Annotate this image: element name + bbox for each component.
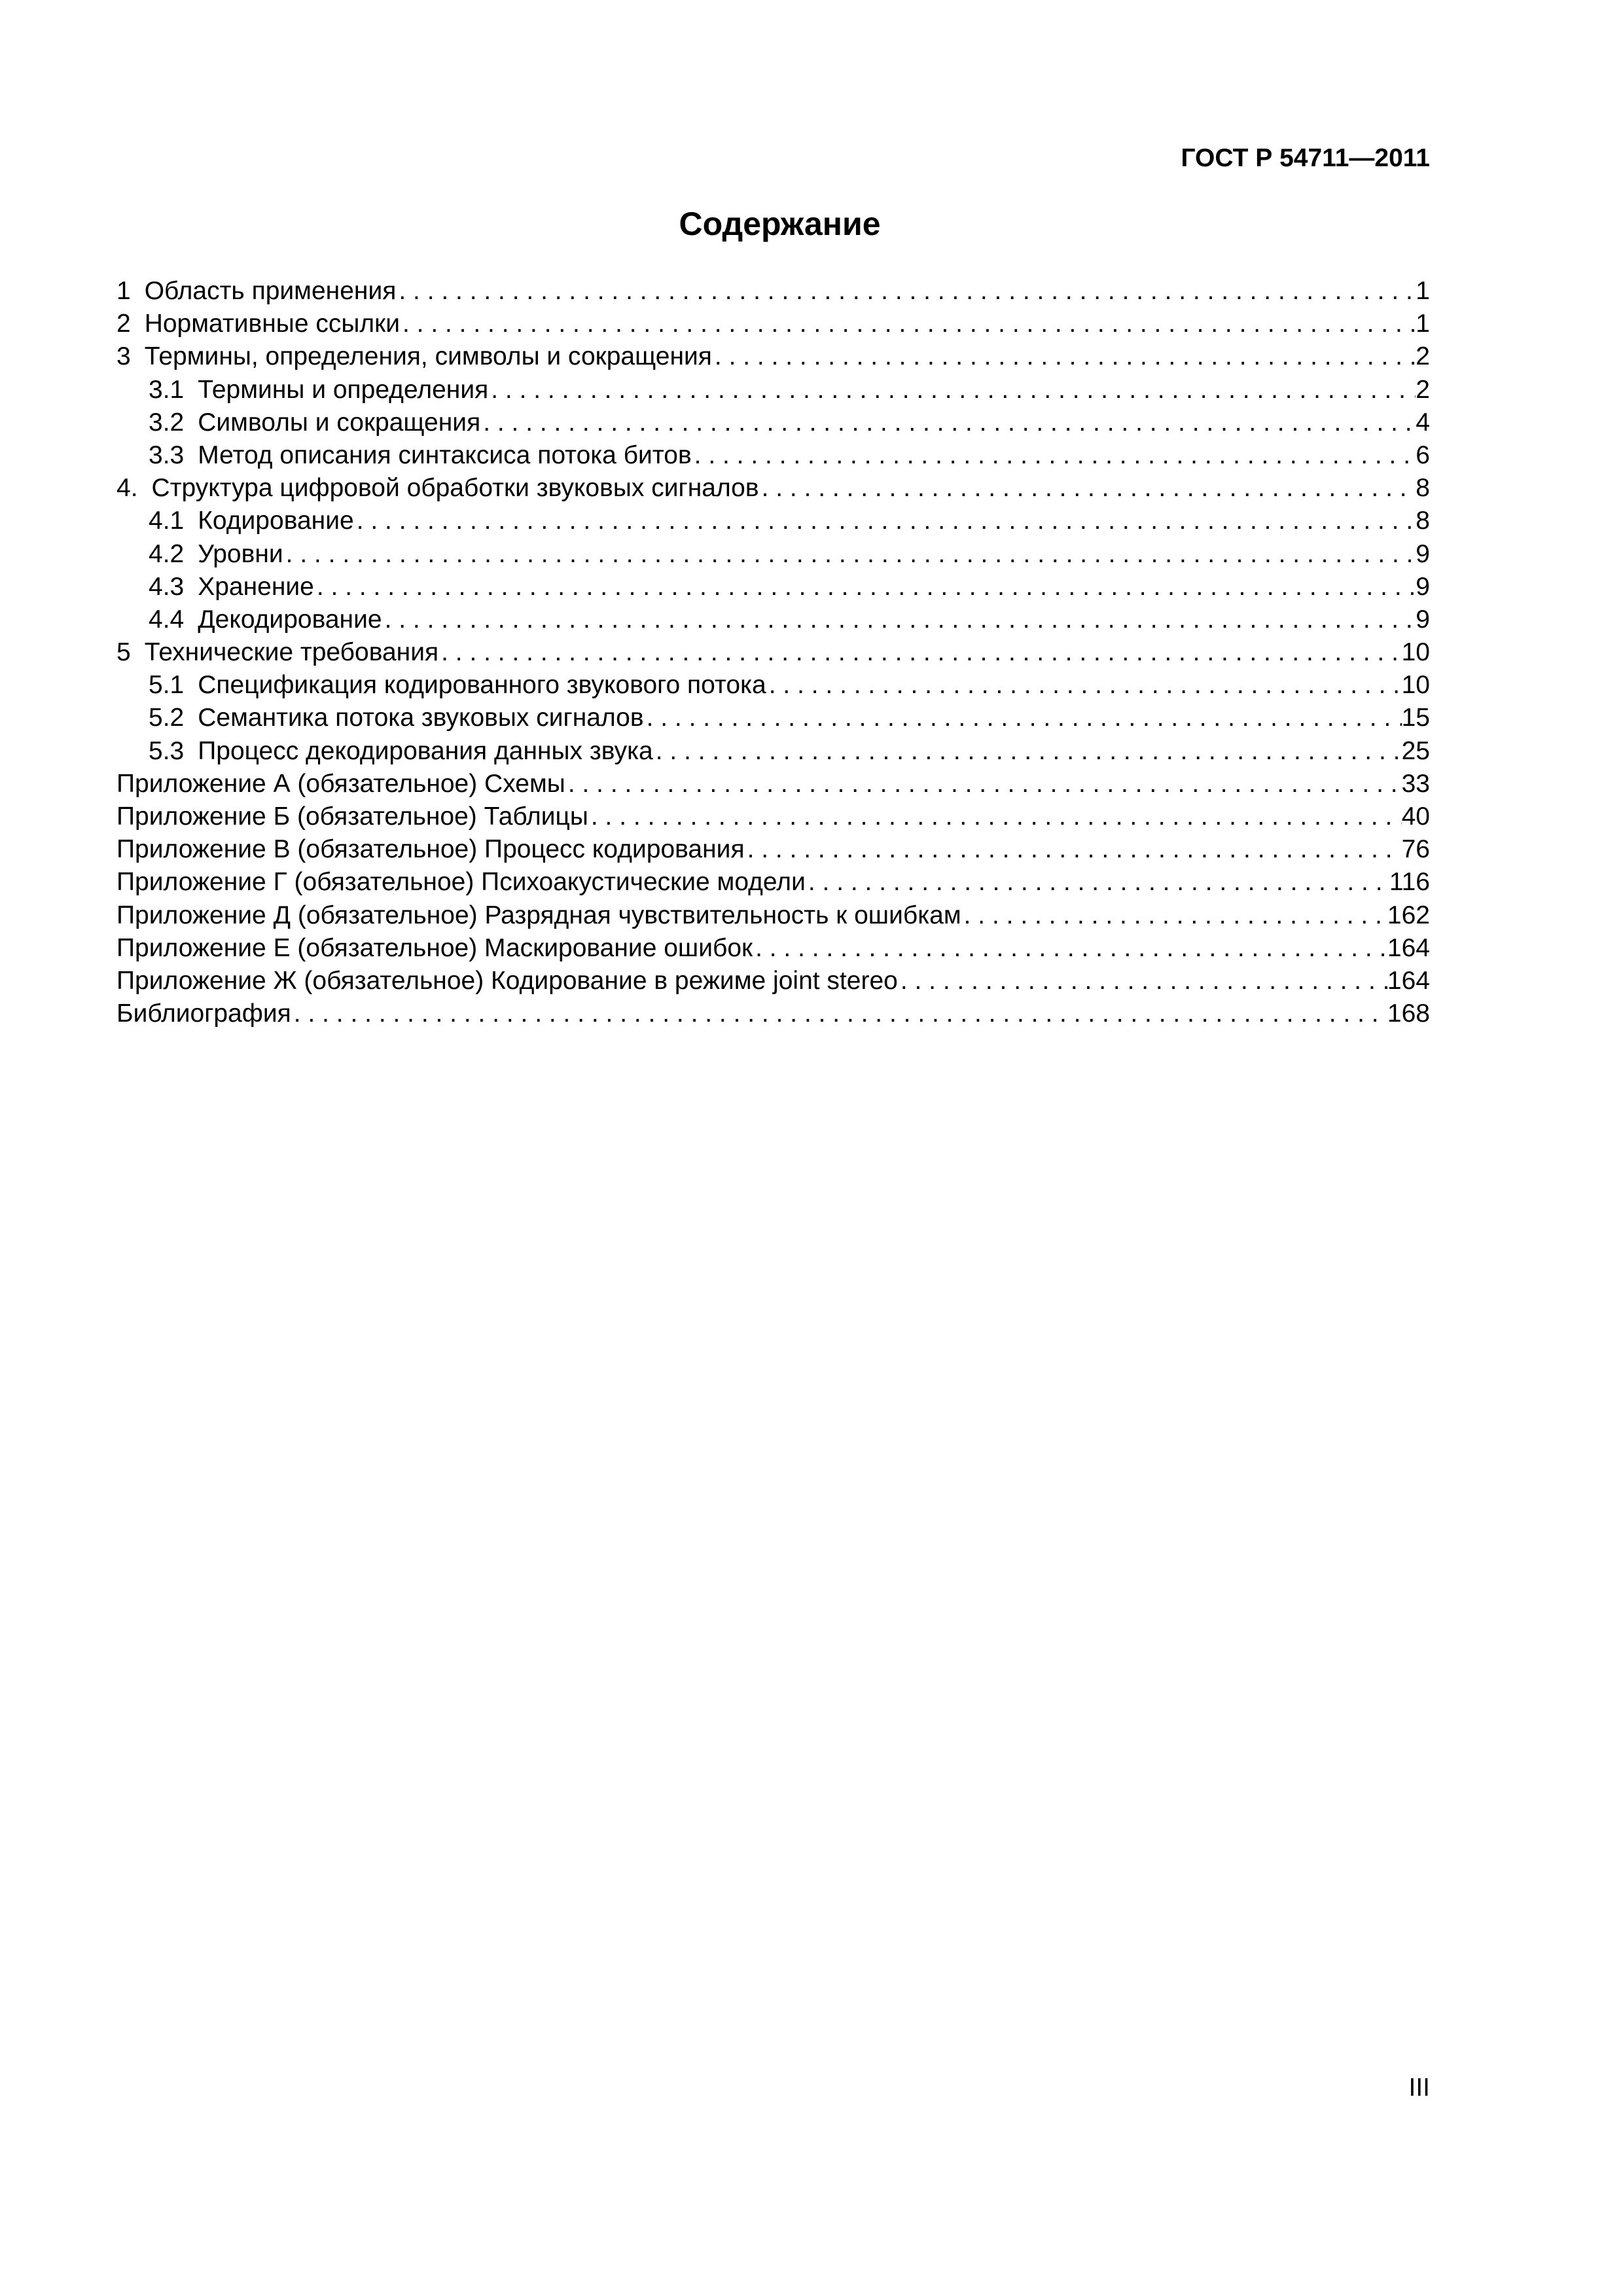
toc-entry[interactable] [116, 669, 1430, 702]
toc-entry[interactable] [116, 472, 1430, 505]
toc-entry-number: 4. [116, 474, 138, 503]
toc-entry-title: Нормативные ссылки [144, 310, 400, 338]
toc-entry-title: Приложение Е (обязательное) Маскирование ошибок [116, 933, 753, 962]
toc-dot-leader [354, 505, 1416, 537]
toc-dot-leader [565, 768, 1402, 800]
toc-entry-number: 2 [116, 310, 131, 338]
toc-dot-leader [488, 374, 1416, 406]
toc-dot-leader [806, 866, 1389, 899]
toc-entry[interactable] [116, 406, 1430, 439]
toc-dot-leader [400, 308, 1416, 340]
toc-dot-leader [588, 800, 1402, 833]
toc-entry-page: 2 [1416, 375, 1430, 404]
toc-entry-page: 40 [1401, 802, 1430, 831]
toc-entry-title: Приложение Б (обязательное) Таблицы [116, 802, 588, 831]
table-of-contents [116, 275, 1430, 1030]
toc-entry-number: 5.3 [149, 736, 185, 765]
toc-dot-leader [382, 603, 1416, 636]
toc-entry-page: 9 [1416, 605, 1430, 634]
toc-dot-leader [396, 275, 1416, 308]
toc-entry-number: 1 [116, 277, 131, 305]
toc-entry-page: 1 [1416, 277, 1430, 305]
toc-entry-title: Уровни [198, 539, 283, 568]
toc-entry-page: 8 [1416, 474, 1430, 503]
toc-entry-title: Термины и определения [198, 375, 489, 404]
toc-entry[interactable] [116, 997, 1430, 1030]
toc-dot-leader [766, 669, 1402, 702]
toc-entry-title: Процесс декодирования данных звука [198, 736, 653, 765]
toc-entry-page: 116 [1389, 868, 1430, 897]
toc-entry-title: Технические требования [144, 638, 439, 667]
toc-entry[interactable] [116, 275, 1430, 308]
toc-entry[interactable] [116, 965, 1430, 997]
toc-entry-number: 5.1 [149, 671, 185, 700]
toc-entry[interactable] [116, 735, 1430, 768]
page-number: III [1408, 2073, 1430, 2102]
toc-entry-page: 164 [1387, 933, 1430, 962]
toc-dot-leader [745, 833, 1402, 866]
toc-dot-leader [712, 340, 1416, 373]
toc-entry-title: Структура цифровой обработки звуковых сигналов [151, 474, 759, 503]
toc-entry-title: Метод описания синтаксиса потока битов [198, 440, 692, 469]
toc-entry[interactable] [116, 374, 1430, 406]
toc-dot-leader [898, 965, 1387, 997]
toc-entry-page: 162 [1387, 901, 1430, 929]
toc-entry-title: Приложение А (обязательное) Схемы [116, 769, 565, 798]
toc-entry-page: 25 [1401, 736, 1430, 765]
toc-entry[interactable] [116, 932, 1430, 965]
toc-entry-title: Кодирование [198, 507, 354, 535]
toc-entry-title: Приложение Д (обязательное) Разрядная чувствительность к ошибкам [116, 901, 961, 929]
toc-entry-number: 3.2 [149, 408, 185, 437]
toc-entry[interactable] [116, 702, 1430, 734]
toc-entry-page: 33 [1401, 769, 1430, 798]
toc-entry-title: Приложение Г (обязательное) Психоакустические модели [116, 868, 806, 897]
toc-entry-title: Библиография [116, 999, 291, 1028]
toc-entry-title: Символы и сокращения [198, 408, 481, 437]
toc-entry-page: 15 [1401, 704, 1430, 732]
toc-dot-leader [314, 571, 1416, 603]
toc-entry-page: 10 [1401, 671, 1430, 700]
toc-entry-number: 4.4 [149, 605, 185, 634]
toc-entry-page: 164 [1387, 966, 1430, 995]
standard-id: ГОСТ Р 54711—2011 [1181, 144, 1430, 172]
toc-entry-page: 9 [1416, 572, 1430, 601]
toc-entry-title: Приложение В (обязательное) Процесс кодирования [116, 835, 745, 864]
toc-entry-page: 8 [1416, 507, 1430, 535]
toc-entry[interactable] [116, 571, 1430, 603]
toc-entry-number: 4.2 [149, 539, 185, 568]
toc-entry-page: 76 [1401, 835, 1430, 864]
toc-entry[interactable] [116, 768, 1430, 800]
toc-entry-page: 2 [1416, 342, 1430, 371]
toc-dot-leader [291, 997, 1387, 1030]
toc-entry-page: 9 [1416, 539, 1430, 568]
toc-dot-leader [283, 538, 1416, 571]
toc-entry[interactable] [116, 538, 1430, 571]
toc-dot-leader [653, 735, 1402, 768]
toc-entry-page: 10 [1401, 638, 1430, 667]
toc-entry-number: 4.3 [149, 572, 185, 601]
toc-entry-number: 5 [116, 638, 131, 667]
toc-dot-leader [692, 439, 1416, 472]
toc-dot-leader [644, 702, 1402, 734]
toc-entry[interactable] [116, 439, 1430, 472]
toc-entry[interactable] [116, 833, 1430, 866]
toc-entry-page: 1 [1416, 310, 1430, 338]
toc-entry-number: 3 [116, 342, 131, 371]
toc-entry[interactable] [116, 340, 1430, 373]
toc-entry-number: 4.1 [149, 507, 185, 535]
toc-entry-number: 5.2 [149, 704, 185, 732]
toc-dot-leader [753, 932, 1387, 965]
toc-entry-title: Область применения [144, 277, 397, 305]
toc-entry[interactable] [116, 636, 1430, 669]
toc-dot-leader [480, 406, 1416, 439]
toc-entry-page: 4 [1416, 408, 1430, 437]
toc-entry-title: Декодирование [198, 605, 382, 634]
toc-entry-title: Семантика потока звуковых сигналов [198, 704, 644, 732]
toc-entry-page: 168 [1387, 999, 1430, 1028]
toc-entry-title: Спецификация кодированного звукового потока [198, 671, 766, 700]
page-title: Содержание [679, 206, 881, 242]
toc-dot-leader [438, 636, 1401, 669]
toc-dot-leader [961, 899, 1387, 932]
toc-entry-title: Хранение [198, 572, 314, 601]
toc-entry-title: Приложение Ж (обязательное) Кодирование в режиме joint stereo [116, 966, 898, 995]
toc-entry[interactable] [116, 800, 1430, 833]
toc-entry-number: 3.1 [149, 375, 185, 404]
toc-entry-title: Термины, определения, символы и сокращения [144, 342, 712, 371]
toc-entry[interactable] [116, 505, 1430, 537]
toc-entry[interactable] [116, 899, 1430, 932]
toc-entry[interactable] [116, 308, 1430, 340]
toc-entry-number: 3.3 [149, 440, 185, 469]
toc-entry-page: 6 [1416, 440, 1430, 469]
toc-entry[interactable] [116, 603, 1430, 636]
toc-dot-leader [759, 472, 1416, 505]
toc-entry[interactable] [116, 866, 1430, 899]
